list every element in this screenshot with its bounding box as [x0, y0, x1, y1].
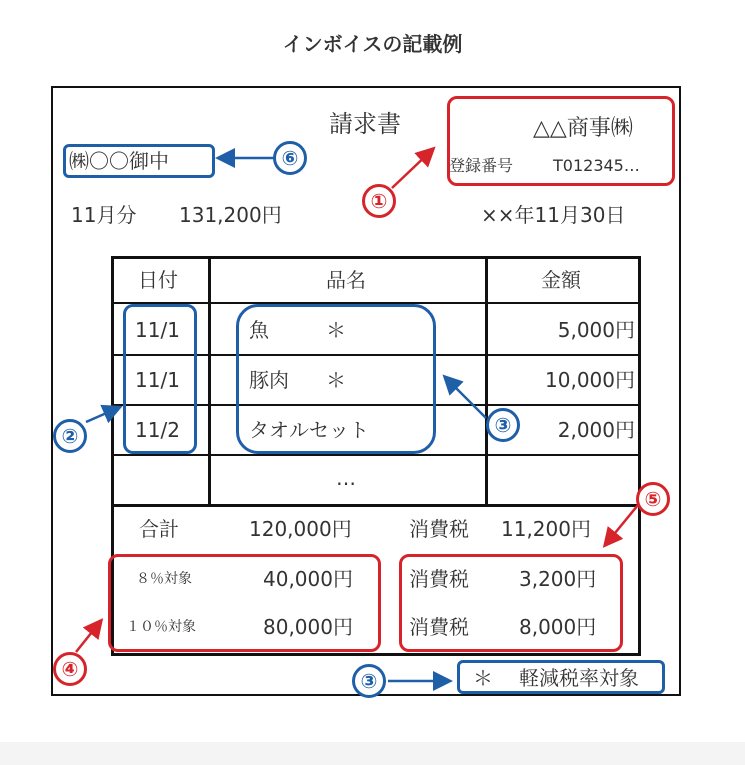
ellipsis: … [336, 466, 356, 490]
tax-total: 11,200円 [501, 517, 591, 541]
legend-mark: ＊ [473, 666, 493, 690]
tax10-label: 消費税 [409, 615, 469, 639]
reduced-rate-mark: ＊ [326, 368, 346, 392]
header-amount: 金額 [541, 268, 581, 292]
invoice-title: 請求書 [329, 110, 401, 138]
row-amount: 10,000円 [545, 368, 635, 392]
callout-1: ① [362, 184, 396, 218]
bottom-strip [0, 742, 745, 765]
total-amount: 131,200円 [179, 203, 282, 227]
subtotal-label: 合計 [139, 517, 179, 541]
tax8-amount: 3,200円 [519, 567, 597, 591]
seller-name: △△商事㈱ [533, 116, 633, 141]
registration-label: 登録番号 [449, 156, 514, 175]
callout-5: ⑤ [636, 482, 670, 516]
callout-6: ⑥ [273, 141, 307, 175]
registration-number: T012345… [553, 156, 640, 175]
month-label: 11月分 [71, 203, 137, 227]
row-date: 11/1 [135, 368, 180, 392]
callout-4: ④ [53, 652, 87, 686]
page-title: インボイスの記載例 [282, 32, 463, 56]
legend-text: 軽減税率対象 [519, 666, 639, 690]
subtotal-amount: 120,000円 [249, 517, 352, 541]
invoice-date: ××年11月30日 [481, 203, 626, 227]
rate10-amount: 80,000円 [263, 615, 353, 639]
header-date: 日付 [138, 268, 178, 292]
rate10-label: １０％対象 [126, 619, 196, 635]
callout-3-table: ③ [486, 408, 520, 442]
reduced-rate-mark: ＊ [326, 318, 346, 342]
callout-3-legend: ③ [352, 664, 386, 698]
header-item: 品名 [326, 268, 366, 292]
tax10-amount: 8,000円 [519, 615, 597, 639]
tax8-label: 消費税 [409, 567, 469, 591]
tax-label: 消費税 [409, 517, 469, 541]
recipient-name: ㈱〇〇御中 [69, 149, 169, 173]
row-date: 11/2 [135, 418, 180, 442]
row-date: 11/1 [135, 318, 180, 342]
row-amount: 2,000円 [557, 418, 635, 442]
rate8-amount: 40,000円 [263, 567, 353, 591]
row-amount: 5,000円 [557, 318, 635, 342]
rate8-label: ８％対象 [136, 571, 192, 587]
row-item: 魚 [249, 318, 269, 342]
callout-2: ② [53, 419, 87, 453]
row-item: タオルセット [249, 418, 369, 442]
row-item: 豚肉 [249, 368, 289, 392]
